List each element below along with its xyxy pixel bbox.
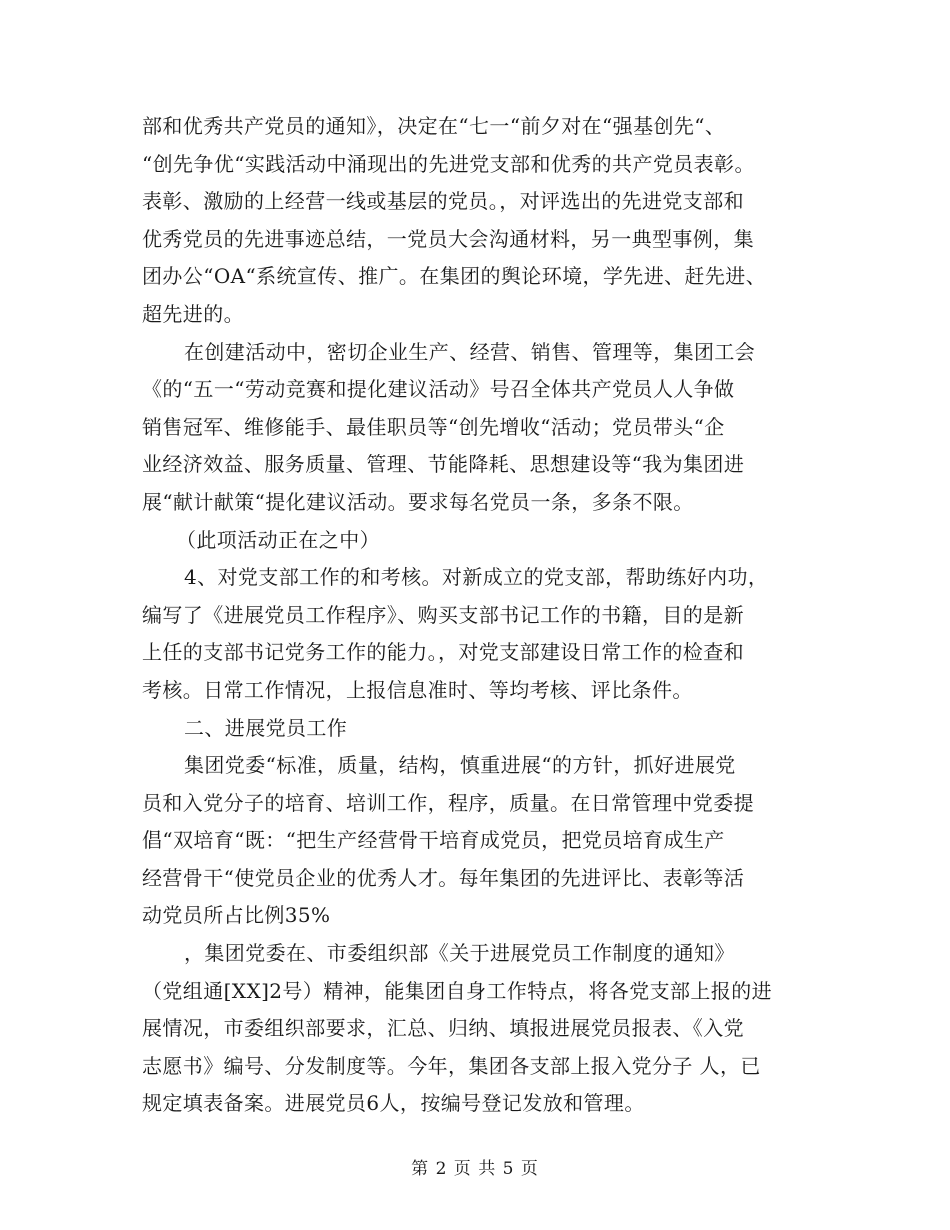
text-line: 《的“五一“劳动竞赛和提化建议活动》号召全体共产党员人人争做 [142,377,735,402]
text-line: 员和入党分子的培育、培训工作，程序，质量。在日常管理中党委提 [142,790,754,815]
text-line: 志愿书》编号、分发制度等。今年，集团各支部上报入党分子 人，已 [142,1053,761,1078]
section-heading: 二、进展党员工作 [184,715,348,740]
paragraph-start-line: 集团党委“标准，质量，结构，慎重进展“的方针，抓好进展党 [184,753,736,778]
text-line: 团办公“OA“系统宣传、推广。在集团的舆论环境，学先进、赶先进、 [142,264,767,289]
paragraph-start-line: ，集团党委在、市委组织部《关于进展党员工作制度的通知》 [184,941,735,966]
document-body [142,108,812,1123]
text-line: 动党员所占比例35% [142,903,331,928]
text-line: 展情况，市委组织部要求，汇总、归纳、填报进展党员报表、《入党 [142,1016,744,1041]
text-line: 优秀党员的先进事迹总结，一党员大会沟通材料，另一典型事例，集 [142,226,754,251]
text-line: 业经济效益、服务质量、管理、节能降耗、思想建设等“我为集团进 [142,452,745,477]
text-line: 销售冠军、维修能手、最佳职员等“创先增收“活动；党员带头“企 [142,414,725,439]
paragraph-start-line: 在创建活动中，密切企业生产、经营、销售、管理等，集团工会 [184,339,756,364]
text-line: 上任的支部书记党务工作的能力。，对党支部建设日常工作的检查和 [142,640,744,665]
text-line: 展“献计献策“提化建议活动。要求每名党员一条，多条不限。 [142,489,694,514]
text-line: 规定填表备案。进展党员6人，按编号登记发放和管理。 [142,1091,645,1116]
text-line: 超先进的。 [142,301,244,326]
text-line: （党组通[XX]2号）精神，能集团自身工作特点，将各党支部上报的进 [142,978,773,1003]
page-indicator: 第 2 页 共 5 页 [411,1159,539,1179]
paragraph-start-line: （此项活动正在之中） [176,527,380,552]
text-line: 考核。日常工作情况，上报信息准时、等均考核、评比条件。 [142,677,693,702]
text-line: 编写了《进展党员工作程序》、购买支部书记工作的书籍，目的是新 [142,602,744,627]
text-line: 部和优秀共产党员的通知》，决定在“七一“前夕对在“强基创先“、 [142,114,726,138]
paragraph-start-line: 4、对党支部工作的和考核。对新成立的党支部，帮助练好内功， [184,565,769,590]
text-line: 表彰、激励的上经营一线或基层的党员。，对评选出的先进党支部和 [142,189,744,214]
text-line: “创先争优“实践活动中涌现出的先进党支部和优秀的共产党员表彰。 [142,151,755,176]
text-line: 倡“双培育“既：“把生产经营骨干培育成党员，把党员培育成生产 [142,828,725,853]
text-line: 经营骨干“使党员企业的优秀人才。每年集团的先进评比、表彰等活 [142,865,745,890]
